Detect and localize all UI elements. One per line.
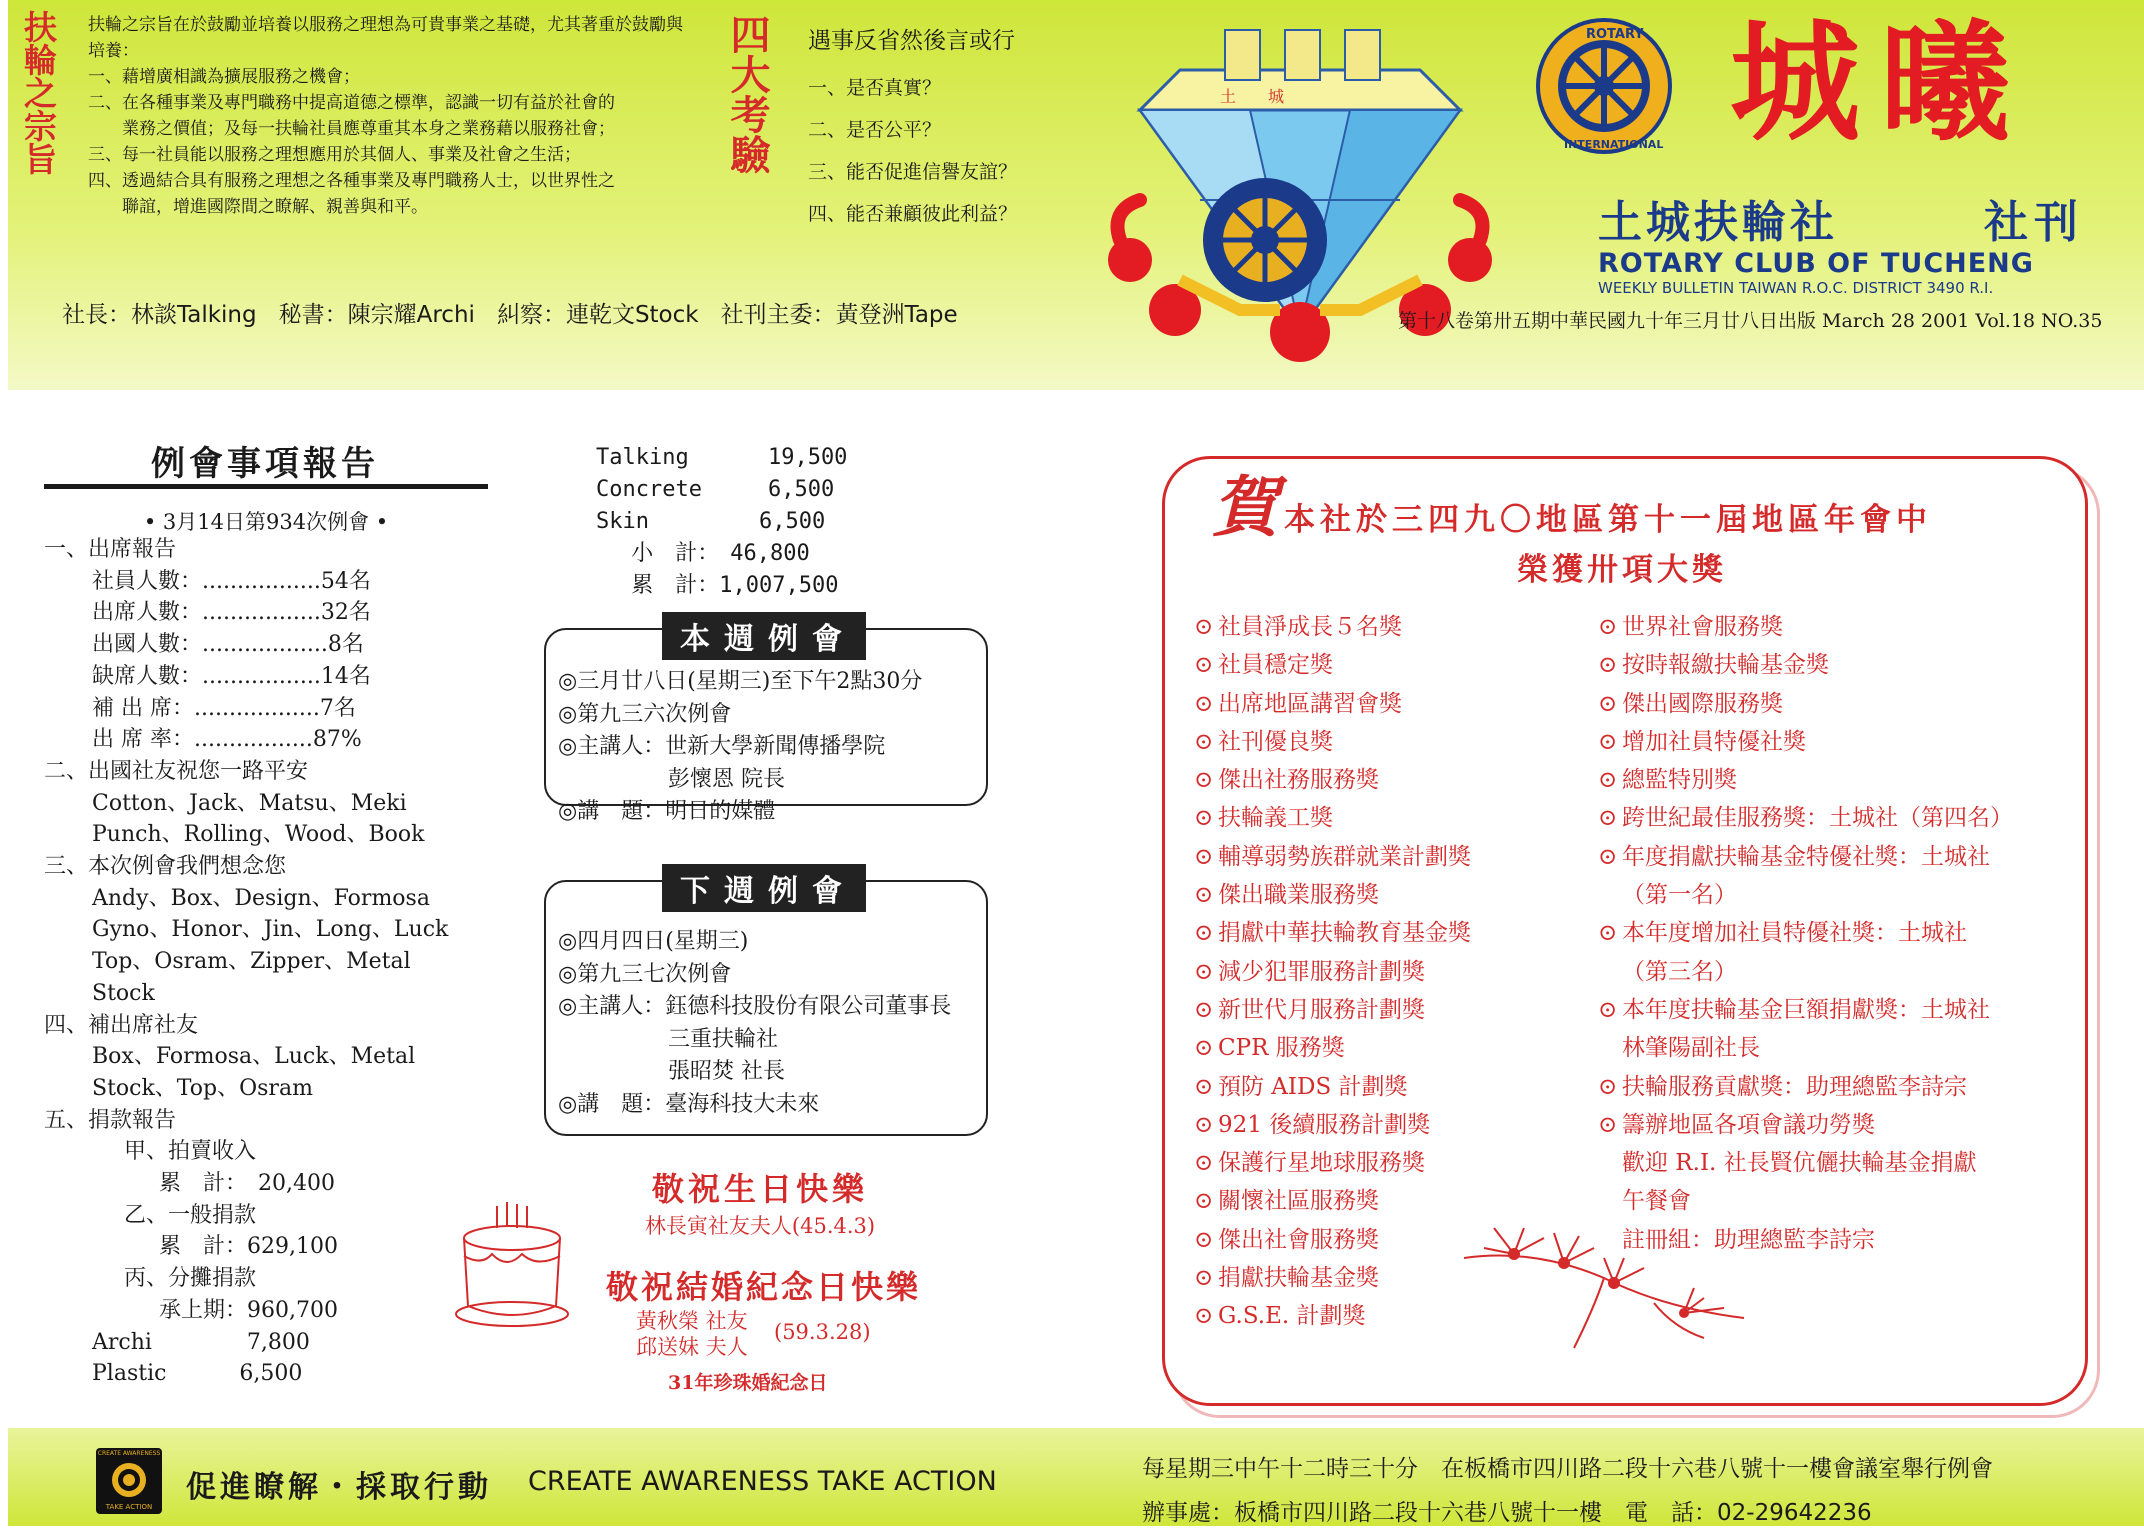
report-line: 乙、一般捐款 <box>124 1202 257 1228</box>
award-item <box>1598 991 2078 1029</box>
next-week-line: ◎第九三七次例會 <box>558 961 732 987</box>
award-item <box>1598 608 2078 646</box>
officer-entry: 糾察：連乾文Stock <box>496 302 699 328</box>
next-week-line: 三重扶輪社 <box>558 1026 779 1052</box>
award-bullet-icon: ⊙ <box>1194 882 1214 909</box>
award-text: 社員穩定獎 <box>1218 652 1333 679</box>
footer-slogan-en: CREATE AWARENESS TAKE ACTION <box>528 1466 997 1497</box>
logo-text: 土 城 <box>1220 87 1285 106</box>
award-bullet-icon: ⊙ <box>1598 728 1618 755</box>
report-line: Archi 7,800 <box>92 1329 310 1355</box>
award-bullet-icon: ⊙ <box>1598 843 1618 870</box>
report-section-heading: 五、捐款報告 <box>44 1107 177 1133</box>
award-bullet-icon: ⊙ <box>1194 1226 1214 1253</box>
report-line: Box、Formosa、Luck、Metal <box>92 1044 416 1070</box>
report-line: 承上期：960,700 <box>159 1297 338 1323</box>
next-week-line: ◎主講人：鈺德科技股份有限公司董事長 <box>558 994 952 1019</box>
motto-intro: 扶輪之宗旨在於鼓勵並培養以服務之理想為可貴事業之基礎，尤其著重於鼓勵與培養： <box>88 15 683 61</box>
four-way-question: 二、是否公平？ <box>808 119 942 141</box>
next-week-line: 張昭焚 社長 <box>558 1059 785 1084</box>
footer-meeting-info: 每星期三中午十二時三十分 在板橋市四川路二段十六巷八號十一樓會議室舉行例會 <box>1142 1456 1993 1482</box>
motto-title-text: 扶輪之宗旨 <box>19 10 58 175</box>
award-item <box>1598 1068 2078 1106</box>
this-week-lines <box>558 666 922 829</box>
cake-illustration <box>452 1196 572 1330</box>
pine-branch-icon <box>1454 1188 1754 1358</box>
award-item <box>1194 1029 1594 1067</box>
report-line: 累 計：629,100 <box>159 1234 338 1260</box>
this-week-box <box>544 622 988 824</box>
report-line: Punch、Rolling、Wood、Book <box>92 822 425 848</box>
anniversary-title: 敬祝結婚紀念日快樂 <box>606 1268 922 1306</box>
award-item <box>1194 1106 1594 1144</box>
motto-lines <box>88 64 688 220</box>
this-week-line: 彭懷恩 院長 <box>558 766 785 792</box>
award-text: 新世代月服務計劃獎 <box>1218 996 1425 1023</box>
report-line: 出國人數：..................8名 <box>92 632 364 658</box>
award-bullet-icon: ⊙ <box>1194 1188 1214 1215</box>
award-item <box>1194 953 1594 991</box>
award-text: 註冊組：助理總監李詩宗 <box>1622 1226 1875 1253</box>
award-text: G.S.E. 計劃獎 <box>1218 1303 1366 1330</box>
award-text: 籌辦地區各項會議功勞獎 <box>1622 1111 1875 1138</box>
awards-congrats-char: 賀 <box>1212 468 1278 546</box>
award-text: 傑出社務服務獎 <box>1218 767 1379 794</box>
report-line: 缺席人數：.................14名 <box>92 663 371 689</box>
award-text: CPR 服務獎 <box>1218 1035 1345 1062</box>
anniversary-person-2: 邱送妹 夫人 <box>636 1335 748 1359</box>
donation-line: 小 計： 46,800 <box>596 541 810 566</box>
report-line: Stock、Top、Osram <box>92 1075 313 1101</box>
four-way-title-text: 四大考驗 <box>724 14 771 174</box>
award-bullet-icon: ⊙ <box>1598 920 1618 947</box>
anniversary-person-1: 黃秋榮 社友 <box>636 1309 748 1333</box>
birthday-title: 敬祝生日快樂 <box>651 1170 868 1208</box>
award-text: 保護行星地球服務獎 <box>1218 1150 1425 1177</box>
action-badge-top: CREATE AWARENESS <box>97 1450 161 1457</box>
award-text: 921 後續服務計劃獎 <box>1218 1111 1431 1138</box>
four-way-list <box>808 67 1068 235</box>
award-item <box>1598 838 2078 876</box>
award-item <box>1598 761 2078 799</box>
next-week-lines <box>558 926 951 1121</box>
issue-line: 第十八卷第卅五期中華民國九十年三月廿八日出版 March 28 2001 Vol.18 NO.35 <box>1398 310 2103 332</box>
award-bullet-icon: ⊙ <box>1194 728 1214 755</box>
awards-heading: 本社於三四九〇地區第十一屆地區年會中 <box>1284 502 1932 538</box>
award-item <box>1194 876 1594 914</box>
award-text: 社刊優良獎 <box>1218 728 1333 755</box>
award-text: 傑出職業服務獎 <box>1218 882 1379 909</box>
bulletin-name-cn: 社刊 <box>1984 197 2084 248</box>
award-item <box>1194 914 1594 952</box>
birthday-names: 林長寅社友夫人(45.4.3) <box>644 1214 876 1238</box>
award-item <box>1598 953 2078 991</box>
awards-subheading: 榮獲卅項大獎 <box>1517 552 1727 588</box>
award-item <box>1194 761 1594 799</box>
this-week-line: ◎第九三六次例會 <box>558 701 732 727</box>
award-text: （第三名） <box>1622 958 1737 985</box>
masthead-title: 城曦 <box>1730 6 2031 159</box>
award-text: 捐獻扶輪基金獎 <box>1218 1265 1379 1292</box>
next-week-line: ◎講 題：臺海科技大未來 <box>558 1091 820 1117</box>
motto-line: 三、每一社員能以服務之理想應用於其個人、事業及社會之生活； <box>88 145 581 165</box>
award-bullet-icon: ⊙ <box>1598 614 1618 640</box>
birthday-cake-icon <box>452 1196 572 1330</box>
report-line: 出 席 率：.................87% <box>92 727 362 753</box>
awards-right-list <box>1598 608 2078 1259</box>
footer-slogan-cn: 促進瞭解・採取行動 <box>186 1470 492 1505</box>
action-badge <box>96 1448 162 1514</box>
award-bullet-icon: ⊙ <box>1194 690 1214 717</box>
masthead-club <box>1598 186 2138 297</box>
award-item <box>1194 685 1594 723</box>
report-section-heading: 二、出國社友祝您一路平安 <box>44 758 309 784</box>
officer-entry: 社刊主委：黃登洲Tape <box>720 302 958 328</box>
donation-line: 累 計：1,007,500 <box>596 573 839 598</box>
officers-row <box>62 296 1022 329</box>
club-name-cn: 土城扶輪社 <box>1598 197 1838 248</box>
four-way-question: 四、能否兼顧彼此利益？ <box>808 203 1018 225</box>
four-way-question: 一、是否真實？ <box>808 77 942 99</box>
action-badge-bottom: TAKE ACTION <box>105 1503 153 1511</box>
award-item <box>1598 1029 2078 1067</box>
bulletin-subtitle-en: WEEKLY BULLETIN TAIWAN R.O.C. DISTRICT 3490 R.I. <box>1598 279 1994 297</box>
motto-line: 一、藉增廣相識為擴展服務之機會； <box>88 67 360 87</box>
award-text: 總監特別獎 <box>1622 767 1737 794</box>
donation-line: Talking 19,500 <box>596 445 848 470</box>
award-bullet-icon: ⊙ <box>1194 996 1214 1023</box>
award-item <box>1194 838 1594 876</box>
donation-line: Concrete 6,500 <box>596 477 835 502</box>
award-text: 午餐會 <box>1622 1188 1691 1215</box>
officer-entry: 秘書：陳宗耀Archi <box>278 302 475 328</box>
award-item <box>1194 646 1594 684</box>
this-week-line: ◎三月廿八日(星期三)至下午2點30分 <box>558 669 923 694</box>
award-item <box>1194 1068 1594 1106</box>
report-line: 丙、分攤捐款 <box>124 1266 257 1292</box>
report-line: Stock <box>92 980 155 1006</box>
motto-line: 聯誼，增進國際間之瞭解、親善與和平。 <box>88 197 428 217</box>
report-section-heading: 一、出席報告 <box>44 537 177 562</box>
report-line: 補 出 席：..................7名 <box>92 695 356 721</box>
report-line: 社員人數：.................54名 <box>92 568 371 594</box>
officer-entry: 社長：林談Talking <box>62 302 257 328</box>
report-line: Top、Osram、Zipper、Metal <box>92 949 411 975</box>
award-item <box>1598 723 2078 761</box>
award-item <box>1598 799 2078 837</box>
award-item <box>1194 1144 1594 1182</box>
award-bullet-icon: ⊙ <box>1194 652 1214 679</box>
award-item <box>1194 723 1594 761</box>
award-text: 傑出社會服務獎 <box>1218 1226 1379 1253</box>
award-text: 本年度扶輪基金巨額捐獻獎：土城社 <box>1622 996 1990 1023</box>
award-bullet-icon: ⊙ <box>1194 1073 1214 1100</box>
rotary-badge <box>1534 16 1674 156</box>
rotary-text: ROTARY <box>1586 27 1644 42</box>
report-line: 出席人數：.................32名 <box>92 600 371 626</box>
report-section-heading: 四、補出席社友 <box>44 1012 199 1038</box>
award-text: 傑出國際服務獎 <box>1622 690 1783 717</box>
award-text: 輔導弱勢族群就業計劃獎 <box>1218 843 1471 870</box>
award-bullet-icon: ⊙ <box>1194 767 1214 794</box>
award-text: 年度捐獻扶輪基金特優社獎：土城社 <box>1622 843 1990 870</box>
award-bullet-icon: ⊙ <box>1598 767 1618 794</box>
donation-list <box>596 442 946 602</box>
next-week-box <box>544 874 988 1136</box>
award-item <box>1194 608 1594 646</box>
award-text: 扶輪義工獎 <box>1218 805 1333 832</box>
award-item <box>1194 991 1594 1029</box>
award-item <box>1598 1144 2078 1182</box>
report-meeting: • 3月14日第934次例會 • <box>143 510 389 534</box>
report-line: Andy、Box、Design、Formosa <box>92 885 430 911</box>
report-lines <box>44 534 504 1390</box>
award-bullet-icon: ⊙ <box>1194 614 1214 640</box>
this-week-title: 本週例會 <box>662 612 866 660</box>
award-item <box>1598 914 2078 952</box>
award-bullet-icon: ⊙ <box>1194 920 1214 947</box>
award-bullet-icon: ⊙ <box>1598 690 1618 717</box>
award-item <box>1598 1106 2078 1144</box>
report-line: Plastic 6,500 <box>92 1361 303 1387</box>
donation-line: Skin 6,500 <box>596 509 826 534</box>
award-text: 增加社員特優社獎 <box>1622 728 1806 755</box>
rotary-wheel-icon <box>1534 16 1674 156</box>
international-text: INTERNATIONAL <box>1564 138 1664 151</box>
award-item <box>1598 876 2078 914</box>
four-way-question: 三、能否促進信譽友誼？ <box>808 161 1018 183</box>
motto-line: 二、在各種事業及專門職務中提高道德之標準，認識一切有益於社會的 <box>88 93 615 113</box>
report-line: Cotton、Jack、Matsu、Meki <box>92 790 407 816</box>
award-text: 扶輪服務貢獻獎：助理總監李詩宗 <box>1622 1073 1967 1100</box>
award-item <box>1598 646 2078 684</box>
anniversary-date: (59.3.28) <box>774 1320 871 1344</box>
report-line: 累 計： 20,400 <box>159 1171 335 1197</box>
award-bullet-icon: ⊙ <box>1598 652 1618 679</box>
award-bullet-icon: ⊙ <box>1598 1073 1618 1100</box>
pine-branch-illustration <box>1454 1188 1754 1358</box>
report-line: 甲、拍賣收入 <box>124 1139 257 1165</box>
award-text: 社員淨成長５名獎 <box>1218 614 1402 640</box>
anniversary-note: 31年珍珠婚紀念日 <box>668 1372 828 1394</box>
award-bullet-icon: ⊙ <box>1598 996 1618 1023</box>
award-bullet-icon: ⊙ <box>1194 843 1214 870</box>
award-text: 按時報繳扶輪基金獎 <box>1622 652 1829 679</box>
this-week-line: ◎主講人：世新大學新聞傳播學院 <box>558 734 886 759</box>
motto-line: 業務之價值；及每一扶輪社員應尊重其本身之業務藉以服務社會； <box>88 119 615 139</box>
award-text: 出席地區講習會獎 <box>1218 690 1402 717</box>
report-title-rule <box>44 484 488 489</box>
award-text: 捐獻中華扶輪教育基金獎 <box>1218 920 1471 947</box>
motto-block <box>88 12 688 220</box>
award-text: 關懷社區服務獎 <box>1218 1188 1379 1215</box>
club-name-en: ROTARY CLUB OF TUCHENG <box>1598 248 2034 279</box>
award-bullet-icon: ⊙ <box>1598 1111 1618 1138</box>
award-text: 減少犯罪服務計劃獎 <box>1218 958 1425 985</box>
award-text: 歡迎 R.I. 社長賢伉儷扶輪基金捐獻 <box>1622 1150 1977 1177</box>
this-week-line: ◎講 題：明日的媒體 <box>558 799 776 824</box>
four-way-title <box>720 14 780 188</box>
award-bullet-icon: ⊙ <box>1194 958 1214 985</box>
award-text: 本年度增加社員特優社獎：土城社 <box>1622 920 1967 947</box>
report-line: Gyno、Honor、Jin、Long、Luck <box>92 917 449 943</box>
motto-title <box>18 10 58 184</box>
footer-office-info: 辦事處：板橋市四川路二段十六巷八號十一樓 電 話：02-29642236 <box>1142 1500 1872 1526</box>
report-title: 例會事項報告 <box>151 444 379 484</box>
award-item <box>1194 799 1594 837</box>
four-way-block <box>808 22 1068 235</box>
award-bullet-icon: ⊙ <box>1194 1303 1214 1330</box>
award-text: 世界社會服務獎 <box>1622 614 1783 640</box>
motto-line: 四、透過結合具有服務之理想之各種事業及專門職務人士，以世界性之 <box>88 171 615 191</box>
award-bullet-icon: ⊙ <box>1194 805 1214 832</box>
award-bullet-icon: ⊙ <box>1194 1265 1214 1292</box>
award-bullet-icon: ⊙ <box>1194 1111 1214 1138</box>
award-text: （第一名） <box>1622 882 1737 909</box>
four-way-heading: 遇事反省然後言或行 <box>808 28 1015 54</box>
award-text: 預防 AIDS 計劃獎 <box>1218 1073 1408 1100</box>
next-week-line: ◎四月四日(星期三) <box>558 929 749 954</box>
award-bullet-icon: ⊙ <box>1194 1150 1214 1177</box>
award-bullet-icon: ⊙ <box>1194 1035 1214 1062</box>
award-bullet-icon: ⊙ <box>1598 805 1618 832</box>
award-text: 跨世紀最佳服務獎：土城社（第四名） <box>1622 805 2013 832</box>
award-text: 林肇陽副社長 <box>1622 1035 1760 1062</box>
next-week-title: 下週例會 <box>662 864 866 912</box>
award-item <box>1598 685 2078 723</box>
report-section-heading: 三、本次例會我們想念您 <box>44 854 287 880</box>
